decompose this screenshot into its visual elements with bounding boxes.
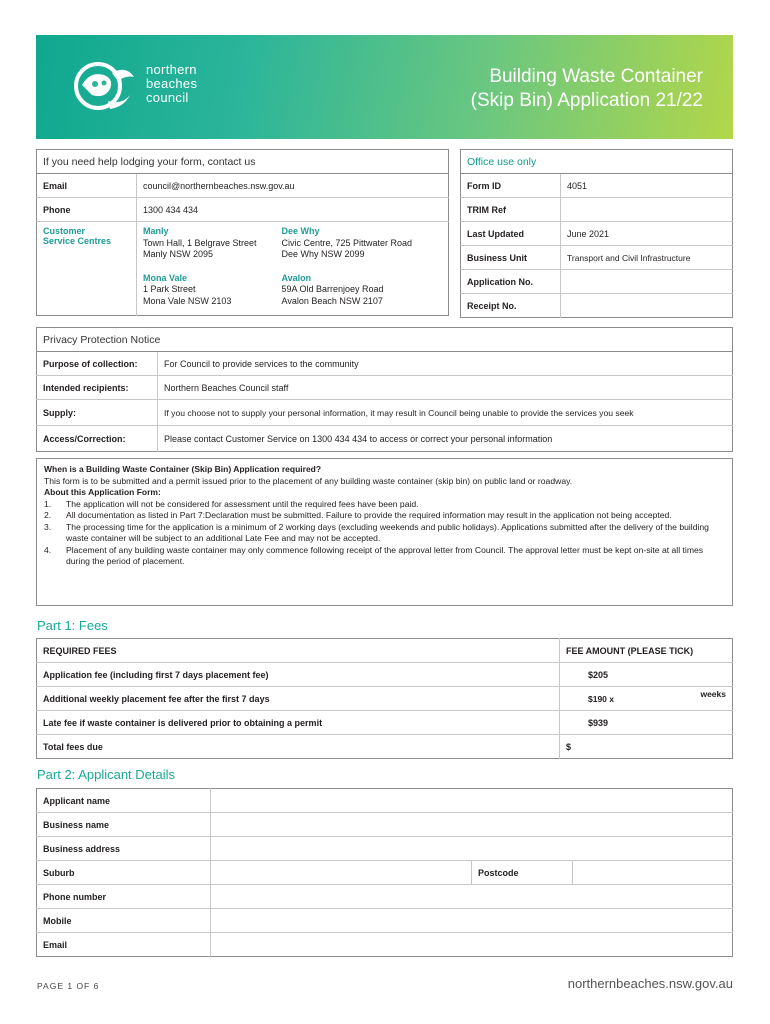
centre-address: 59A Old Barrenjoey Road bbox=[281, 284, 384, 294]
council-logo-icon bbox=[68, 55, 138, 117]
application-no-label: Application No. bbox=[461, 270, 561, 294]
centres-col-2 bbox=[278, 222, 449, 316]
centre-address: Avalon Beach NSW 2107 bbox=[281, 295, 383, 306]
fee-label: Additional weekly placement fee after the first 7 days bbox=[37, 687, 560, 711]
suburb-input[interactable] bbox=[211, 861, 472, 885]
supply-label: Supply: bbox=[37, 400, 158, 426]
business-name-label: Business name bbox=[37, 813, 211, 837]
fee-amount-tick[interactable]: $939 bbox=[560, 711, 733, 735]
postcode-input[interactable] bbox=[573, 861, 733, 885]
phone-label: Phone bbox=[37, 198, 137, 222]
list-item: 3. The processing time for the application is a minimum of 2 working days (excluding weekends and public holidays). Applications submitted after the delivery of the building waste container will be subject to an additional Late Fee and may not be accepted. bbox=[44, 521, 709, 543]
business-unit-value: Transport and Civil Infrastructure bbox=[561, 246, 733, 270]
centre-name: Dee Why bbox=[281, 226, 320, 236]
required-fees-header: REQUIRED FEES bbox=[37, 639, 560, 663]
fee-amount-header: FEE AMOUNT (PLEASE TICK) bbox=[560, 639, 733, 663]
info-list bbox=[44, 499, 725, 568]
purpose-value: For Council to provide services to the community bbox=[158, 352, 733, 376]
email-label: Email bbox=[37, 174, 137, 198]
business-name-input[interactable] bbox=[211, 813, 733, 837]
mobile-label: Mobile bbox=[37, 909, 211, 933]
access-value: Please contact Customer Service on 1300 434 434 to access or correct your personal information bbox=[164, 433, 553, 444]
applicant-name-label: Applicant name bbox=[37, 789, 211, 813]
centres-col-1 bbox=[137, 222, 278, 316]
centre-address: Town Hall, 1 Belgrave Street bbox=[143, 237, 257, 248]
last-updated-label: Last Updated bbox=[461, 222, 561, 246]
title-line-2: (Skip Bin) Application 21/22 bbox=[470, 90, 703, 111]
recipients-label: Intended recipients: bbox=[37, 376, 158, 400]
privacy-heading: Privacy Protection Notice bbox=[37, 328, 733, 352]
cs-label-line: Customer bbox=[43, 226, 86, 236]
list-item: 2. All documentation as listed in Part 7:Declaration must be submitted. Failure to provide the required information may result in the application not being accepted. bbox=[44, 510, 672, 520]
last-updated-value: June 2021 bbox=[561, 222, 733, 246]
total-fees-label: Total fees due bbox=[37, 735, 560, 759]
page-title bbox=[471, 65, 703, 113]
suburb-label: Suburb bbox=[37, 861, 211, 885]
business-unit-label: Business Unit bbox=[461, 246, 561, 270]
info-question: When is a Building Waste Container (Skip Bin) Application required? bbox=[44, 464, 322, 474]
email-label: Email bbox=[37, 933, 211, 957]
trim-ref-label: TRIM Ref bbox=[461, 198, 561, 222]
phone-number-input[interactable] bbox=[211, 885, 733, 909]
centre-address: Mona Vale NSW 2103 bbox=[143, 295, 232, 306]
purpose-label: Purpose of collection: bbox=[37, 352, 158, 376]
centre-name: Manly bbox=[143, 226, 169, 236]
applicant-table bbox=[36, 788, 733, 957]
privacy-table bbox=[36, 327, 733, 452]
fee-amount-tick[interactable] bbox=[560, 687, 733, 711]
trim-ref-field[interactable] bbox=[561, 198, 733, 222]
email-input[interactable] bbox=[211, 933, 733, 957]
contact-heading: If you need help lodging your form, contact us bbox=[37, 150, 449, 174]
form-id-value: 4051 bbox=[561, 174, 733, 198]
website-link[interactable]: northernbeaches.nsw.gov.au bbox=[567, 976, 733, 991]
postcode-label: Postcode bbox=[472, 861, 573, 885]
contact-table bbox=[36, 149, 449, 316]
info-text: This form is to be submitted and a permit issued prior to the placement of any building waste container (skip bin) on public land or roadway. bbox=[44, 475, 573, 486]
list-item: 4. Placement of any building waste container may only commence following receipt of the approval letter from Council. The approval letter must be kept on-site at all times during the period of placement. bbox=[44, 544, 704, 566]
logo-line: beaches bbox=[146, 76, 198, 91]
receipt-no-label: Receipt No. bbox=[461, 294, 561, 318]
centre-address: Manly NSW 2095 bbox=[143, 249, 214, 259]
applicant-name-input[interactable] bbox=[211, 789, 733, 813]
application-no-field[interactable] bbox=[561, 270, 733, 294]
application-info bbox=[36, 458, 733, 606]
fee-label: Application fee (including first 7 days placement fee) bbox=[37, 663, 560, 687]
business-address-label: Business address bbox=[37, 837, 211, 861]
centre-address: Civic Centre, 725 Pittwater Road bbox=[281, 237, 413, 248]
page-number: PAGE 1 OF 6 bbox=[37, 981, 100, 991]
phone-number-label: Phone number bbox=[37, 885, 211, 909]
fees-table bbox=[36, 638, 733, 759]
about-heading: About this Application Form: bbox=[44, 487, 161, 497]
service-centres-label bbox=[37, 222, 137, 316]
recipients-value: Northern Beaches Council staff bbox=[158, 376, 733, 400]
list-item: 1. The application will not be considered for assessment until the required fees have been paid. bbox=[44, 498, 419, 509]
centre-name: Avalon bbox=[281, 272, 312, 283]
part-1-title: Part 1: Fees bbox=[37, 618, 108, 633]
centre-name: Mona Vale bbox=[143, 272, 188, 283]
fee-amount-tick[interactable]: $205 bbox=[560, 663, 733, 687]
page-header bbox=[36, 35, 733, 139]
office-heading: Office use only bbox=[461, 150, 733, 174]
weeks-label: weeks bbox=[700, 689, 726, 699]
part-2-title: Part 2: Applicant Details bbox=[37, 767, 176, 782]
supply-value: If you choose not to supply your personal information, it may result in Council being unable to provide the services you seek bbox=[158, 400, 733, 426]
cs-label-line: Service Centres bbox=[43, 236, 112, 246]
phone-value: 1300 434 434 bbox=[137, 198, 449, 222]
total-fees-field[interactable]: $ bbox=[566, 741, 572, 752]
form-id-label: Form ID bbox=[461, 174, 561, 198]
centre-address: 1 Park Street bbox=[143, 284, 196, 294]
fee-label: Late fee if waste container is delivered prior to obtaining a permit bbox=[37, 711, 560, 735]
business-address-input[interactable] bbox=[211, 837, 733, 861]
email-value[interactable]: council@northernbeaches.nsw.gov.au bbox=[137, 174, 449, 198]
logo-line: northern bbox=[146, 62, 197, 77]
title-line-1: Building Waste Container bbox=[489, 66, 703, 87]
weekly-fee-amount: $190 x bbox=[588, 693, 614, 704]
receipt-no-field[interactable] bbox=[561, 294, 733, 318]
centre-address: Dee Why NSW 2099 bbox=[281, 249, 365, 259]
logo-line: council bbox=[146, 90, 189, 105]
access-label: Access/Correction: bbox=[37, 426, 158, 452]
mobile-input[interactable] bbox=[211, 909, 733, 933]
office-use-table bbox=[460, 149, 733, 318]
logo-wordmark bbox=[146, 63, 197, 105]
